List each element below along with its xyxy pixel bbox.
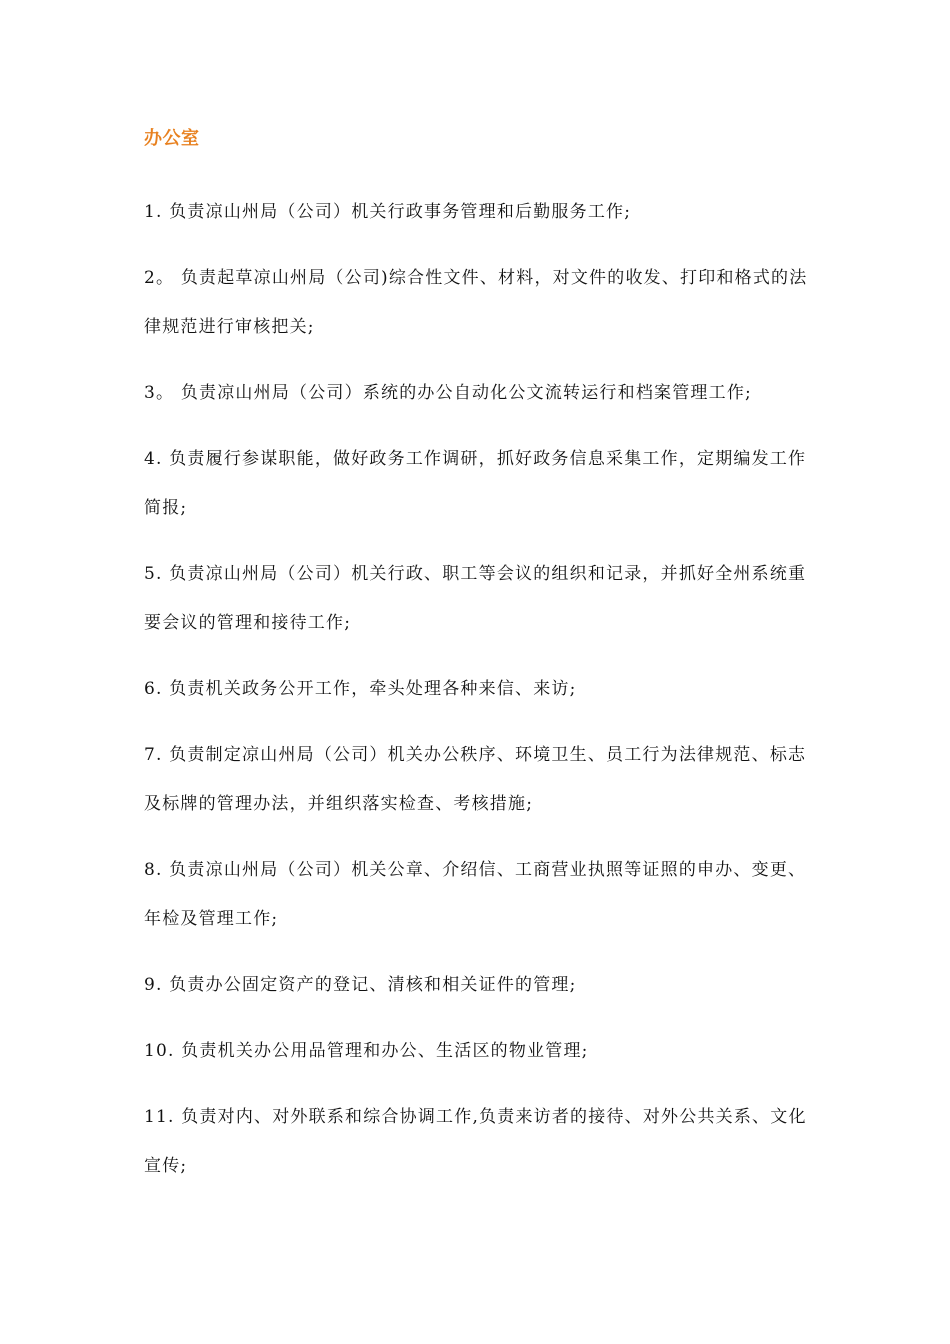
duty-item: 10. 负责机关办公用品管理和办公、生活区的物业管理; — [144, 1041, 589, 1061]
duty-item: 2。 负责起草凉山州局（公司)综合性文件、材料，对文件的收发、打印和格式的法律规范进行审核把关; — [144, 268, 808, 337]
duty-item: 11. 负责对内、对外联系和综合协调工作,负责来访者的接待、对外公共关系、文化宣传; — [144, 1107, 807, 1176]
duty-item: 6. 负责机关政务公开工作，牵头处理各种来信、来访; — [144, 679, 577, 699]
duty-list — [144, 188, 812, 1208]
duty-item: 3。 负责凉山州局（公司）系统的办公自动化公文流转运行和档案管理工作; — [144, 383, 752, 403]
duty-item: 8. 负责凉山州局（公司）机关公章、介绍信、工商营业执照等证照的申办、变更、年检及管理工作; — [144, 860, 807, 929]
duty-item: 5. 负责凉山州局（公司）机关行政、职工等会议的组织和记录，并抓好全州系统重要会议的管理和接待工作; — [144, 564, 807, 633]
section-heading: 办公室 — [144, 128, 200, 149]
duty-item: 7. 负责制定凉山州局（公司）机关办公秩序、环境卫生、员工行为法律规范、标志及标牌的管理办法，并组织落实检查、考核措施; — [144, 745, 807, 814]
duty-item: 1. 负责凉山州局（公司）机关行政事务管理和后勤服务工作; — [144, 202, 632, 222]
duty-item: 9. 负责办公固定资产的登记、清核和相关证件的管理; — [144, 975, 577, 995]
duty-item: 4. 负责履行参谋职能，做好政务工作调研，抓好政务信息采集工作，定期编发工作简报; — [144, 449, 807, 518]
